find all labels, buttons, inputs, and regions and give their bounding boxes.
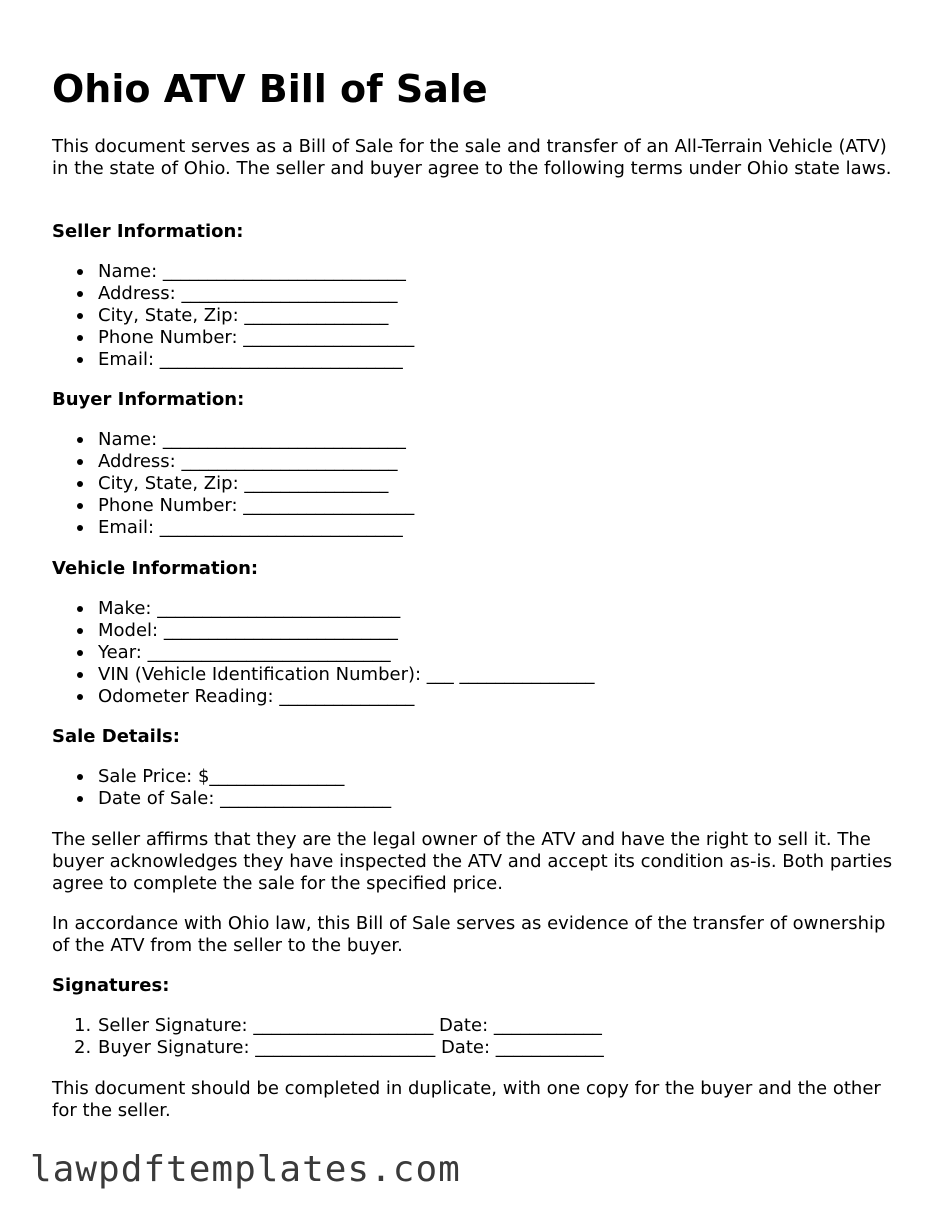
intro-paragraph: This document serves as a Bill of Sale for the sale and transfer of an All-Terrain Vehicle (ATV) in the state of Ohio. The seller and buyer agree to the following terms under Ohio state laws. [52, 136, 892, 179]
buyer-signature-text: Buyer Signature: ____________________ Date: ____________ [98, 1037, 604, 1058]
seller-heading: Seller Information: [52, 221, 244, 242]
vehicle-list [52, 598, 595, 708]
seller-address-field: Address: ________________________ [52, 283, 414, 305]
vehicle-odometer-field: Odometer Reading: _______________ [52, 686, 595, 708]
seller-email-field: Email: ___________________________ [52, 349, 414, 371]
list-number: 2. [74, 1037, 92, 1058]
seller-name-field: Name: ___________________________ [52, 261, 414, 283]
affirmation-paragraph: The seller affirms that they are the legal owner of the ATV and have the right to sell it. The buyer acknowledges they have inspected the ATV and accept its condition as-is. Both parties agree to complete the sale for the specified price. [52, 829, 893, 894]
buyer-city-field: City, State, Zip: ________________ [52, 473, 414, 495]
closing-paragraph: This document should be completed in duplicate, with one copy for the buyer and the other for the seller. [52, 1078, 881, 1121]
sale-list [52, 766, 391, 810]
list-number: 1. [74, 1015, 92, 1036]
buyer-email-field: Email: ___________________________ [52, 517, 414, 539]
buyer-list [52, 429, 414, 539]
vehicle-heading: Vehicle Information: [52, 558, 259, 579]
vehicle-vin-field: VIN (Vehicle Identification Number): ___ _______________ [52, 664, 595, 686]
buyer-signature-line [52, 1037, 604, 1059]
signatures-list [52, 1015, 604, 1059]
buyer-address-field: Address: ________________________ [52, 451, 414, 473]
vehicle-year-field: Year: ___________________________ [52, 642, 595, 664]
sale-price-field: Sale Price: $_______________ [52, 766, 391, 788]
document-title: Ohio ATV Bill of Sale [52, 67, 488, 111]
seller-signature-text: Seller Signature: ____________________ Date: ____________ [98, 1015, 602, 1036]
buyer-phone-field: Phone Number: ___________________ [52, 495, 414, 517]
buyer-name-field: Name: ___________________________ [52, 429, 414, 451]
sale-heading: Sale Details: [52, 726, 180, 747]
sale-date-field: Date of Sale: ___________________ [52, 788, 391, 810]
vehicle-make-field: Make: ___________________________ [52, 598, 595, 620]
vehicle-model-field: Model: __________________________ [52, 620, 595, 642]
law-paragraph: In accordance with Ohio law, this Bill of Sale serves as evidence of the transfer of ownership of the ATV from the seller to the buyer. [52, 913, 886, 956]
seller-signature-line [52, 1015, 604, 1037]
buyer-heading: Buyer Information: [52, 389, 245, 410]
signatures-heading: Signatures: [52, 975, 170, 996]
seller-phone-field: Phone Number: ___________________ [52, 327, 414, 349]
watermark-text: lawpdftemplates.com [30, 1149, 461, 1190]
seller-city-field: City, State, Zip: ________________ [52, 305, 414, 327]
seller-list [52, 261, 414, 371]
